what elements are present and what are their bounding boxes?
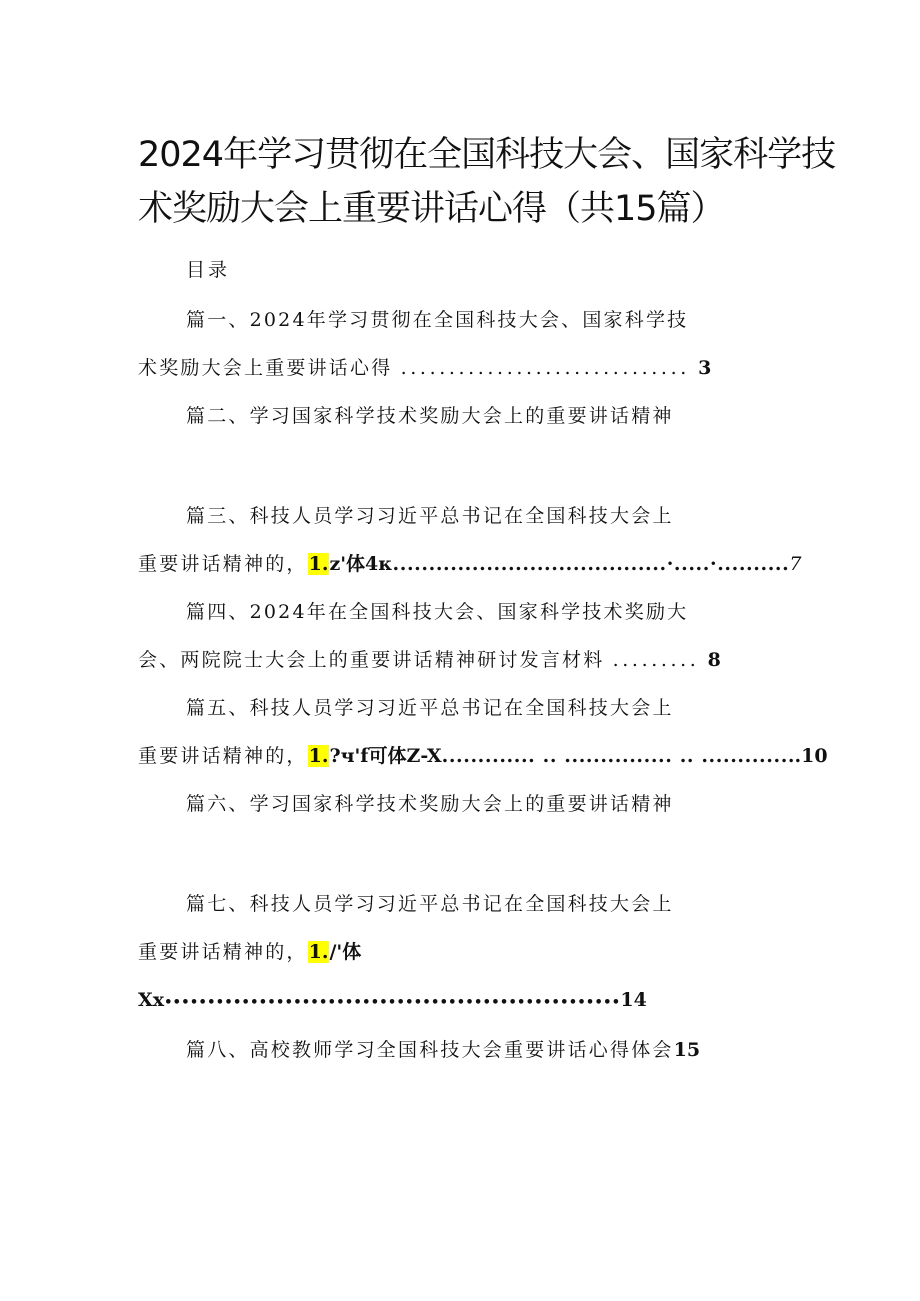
toc-entry-4-line-1[interactable]: 篇四、2024年在全国科技大会、国家科学技术奖励大 [186, 601, 689, 623]
toc-entry-1-text: 术奖励大会上重要讲话心得 [138, 357, 393, 379]
toc-entry-3-highlight: 1. [308, 553, 329, 575]
toc-entry-7-page: 14 [620, 989, 647, 1011]
toc-entry-5-line-1[interactable]: 篇五、科技人员学习习近平总书记在全国科技大会上 [186, 697, 674, 719]
toc-entry-7-line-3[interactable] [138, 986, 647, 1017]
document-title [138, 128, 836, 236]
toc-entry-5-garbled: ?ч'f可体Z-X [329, 745, 442, 767]
toc-entry-1-leader: .............................. [400, 357, 690, 379]
toc-entry-5-text: 重要讲话精神的， [138, 745, 308, 767]
toc-entry-3-text: 重要讲话精神的， [138, 553, 308, 575]
toc-entry-4-leader: ......... [612, 649, 700, 671]
toc-entry-8-text: 篇八、高校教师学习全国科技大会重要讲话心得体会 [186, 1039, 674, 1061]
toc-entry-1-page: 3 [698, 357, 712, 379]
toc-entry-4-text: 会、两院院士大会上的重要讲话精神研讨发言材料 [138, 649, 605, 671]
toc-entry-7-garbled: /'体 [329, 941, 362, 963]
toc-entry-3-garbled: z'体4κ [329, 553, 393, 575]
toc-entry-5-leader: ............. .. ............... .. ............ [441, 745, 788, 767]
toc-heading: 目录 [186, 259, 231, 281]
title-line-1: 2024年学习贯彻在全国科技大会、国家科学技 [138, 135, 836, 175]
toc-entry-1-line-2[interactable] [138, 354, 711, 382]
toc-entry-3-leader: ......................................·.....·.......... [392, 553, 790, 575]
title-line-2: 术奖励大会上重要讲话心得（共15篇） [138, 189, 725, 229]
toc-entry-7-text: 重要讲话精神的， [138, 941, 308, 963]
toc-entry-7-line-1[interactable]: 篇七、科技人员学习习近平总书记在全国科技大会上 [186, 893, 674, 915]
toc-entry-3-page: 7 [789, 553, 802, 575]
toc-entry-1-line-1[interactable]: 篇一、2024年学习贯彻在全国科技大会、国家科学技 [186, 309, 689, 331]
toc-entry-2-line-1[interactable]: 篇二、学习国家科学技术奖励大会上的重要讲话精神 [186, 405, 674, 427]
toc-entry-4-page: 8 [707, 649, 721, 671]
toc-entry-5-highlight: 1. [308, 745, 329, 767]
toc-entry-8-line-1[interactable] [186, 1036, 700, 1064]
toc-entry-8-page: 15 [673, 1039, 701, 1061]
toc-entry-7-highlight: 1. [308, 941, 329, 963]
toc-entry-7-prefix: Xx [138, 989, 165, 1011]
toc-entry-3-line-2[interactable] [138, 550, 801, 578]
toc-entry-4-line-2[interactable] [138, 646, 721, 674]
toc-entry-7-leader: ••••••••••••••••••••••••••••••••••••••••••••••••••••• [164, 995, 621, 1010]
toc-entry-7-line-2[interactable] [138, 938, 361, 966]
toc-entry-5-line-2[interactable] [138, 742, 828, 770]
toc-entry-5-page: ..10 [787, 745, 828, 767]
toc-entry-3-line-1[interactable]: 篇三、科技人员学习习近平总书记在全国科技大会上 [186, 505, 674, 527]
toc-entry-6-line-1[interactable]: 篇六、学习国家科学技术奖励大会上的重要讲话精神 [186, 793, 674, 815]
